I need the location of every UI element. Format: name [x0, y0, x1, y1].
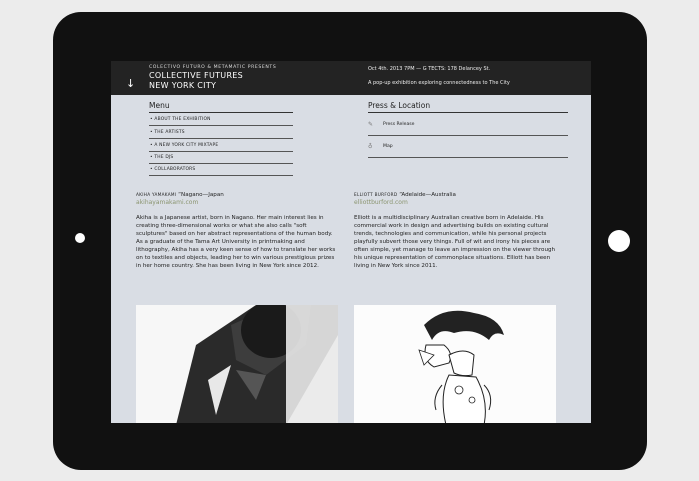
- menu-divider: [149, 138, 293, 139]
- map-link[interactable]: Map: [383, 144, 393, 149]
- menu-heading: Menu: [149, 101, 170, 110]
- home-button[interactable]: [608, 230, 630, 252]
- presents-line: COLECTIVO FUTURO & METAMATIC PRESENTS: [149, 65, 277, 70]
- camera-dot: [75, 233, 85, 243]
- menu-divider: [149, 151, 293, 152]
- event-tagline: A pop-up exhibition exploring connectedness to The City: [368, 80, 510, 86]
- menu-divider: [149, 175, 293, 176]
- site-header: [111, 61, 591, 95]
- artist-name-small: AKIHA YAMAKAMI: [136, 192, 177, 197]
- menu-item-about[interactable]: • ABOUT THE EXHIBITION: [150, 117, 211, 122]
- press-heading: Press & Location: [368, 101, 431, 110]
- artist-name-small: ELLIOTT BURFORD: [354, 192, 398, 197]
- menu-item-djs[interactable]: • THE DJS: [150, 155, 174, 160]
- menu-item-mixtape[interactable]: • A NEW YORK CITY MIXTAPE: [150, 143, 219, 148]
- artist-origin: “Nagano—Japan: [178, 192, 224, 198]
- menu-divider: [149, 163, 293, 164]
- artist-bio: Akiha is a Japanese artist, born in Nagano. Her main interest lies in creating three-dimensional works or what she also calls "soft sculptures" based on her abstract representations of the human body. As a graduate of the Tama Art University in printmaking and lithography, Akiha has a very keen sense of how to translate her works on to textiles and objects, leading her to win various prestigious prizes in her home country. She has been living in New York since 2012.: [136, 215, 336, 269]
- artist-name: [136, 192, 224, 198]
- artist-bio: Elliott is a multidisciplinary Australian creative born in Adelaide. His commercial work in design and advertising builds on existing cultural trends, technologies and communication, while his personal projects playfully subvert those very things. Full of wit and irony his pieces are often simple, yet manage to leave an impression on the viewer through his unique representation of commonplace situations. Elliott has been living in New York since 2011.: [354, 215, 556, 269]
- menu-rule: [149, 112, 293, 113]
- artwork-image-akiha[interactable]: [136, 305, 338, 423]
- artist-origin: “Adelaide—Australia: [399, 192, 456, 198]
- artwork-image-elliott[interactable]: [354, 305, 556, 423]
- menu-item-artists[interactable]: • THE ARTISTS: [150, 130, 185, 135]
- press-divider: [368, 157, 568, 158]
- artist-name: [354, 192, 456, 198]
- arrow-down-icon[interactable]: ↓: [126, 77, 136, 90]
- artist-website-link[interactable]: elliottburford.com: [354, 199, 408, 206]
- site-title-line1: COLLECTIVE FUTURES: [149, 71, 244, 80]
- screen: [111, 61, 591, 423]
- document-icon: ✎: [368, 121, 374, 128]
- event-date: Oct 4th. 2013 7PM — G TECTS: 178 Delancey St.: [368, 66, 491, 72]
- site-title-line2: NEW YORK CITY: [149, 81, 217, 90]
- artist-website-link[interactable]: akihayamakami.com: [136, 199, 199, 206]
- press-rule: [368, 112, 568, 113]
- press-release-link[interactable]: Press Release: [383, 122, 415, 127]
- location-pin-icon: ♁: [368, 143, 373, 150]
- menu-divider: [149, 125, 293, 126]
- menu-item-collaborators[interactable]: • COLLABORATORS: [150, 167, 196, 172]
- press-divider: [368, 135, 568, 136]
